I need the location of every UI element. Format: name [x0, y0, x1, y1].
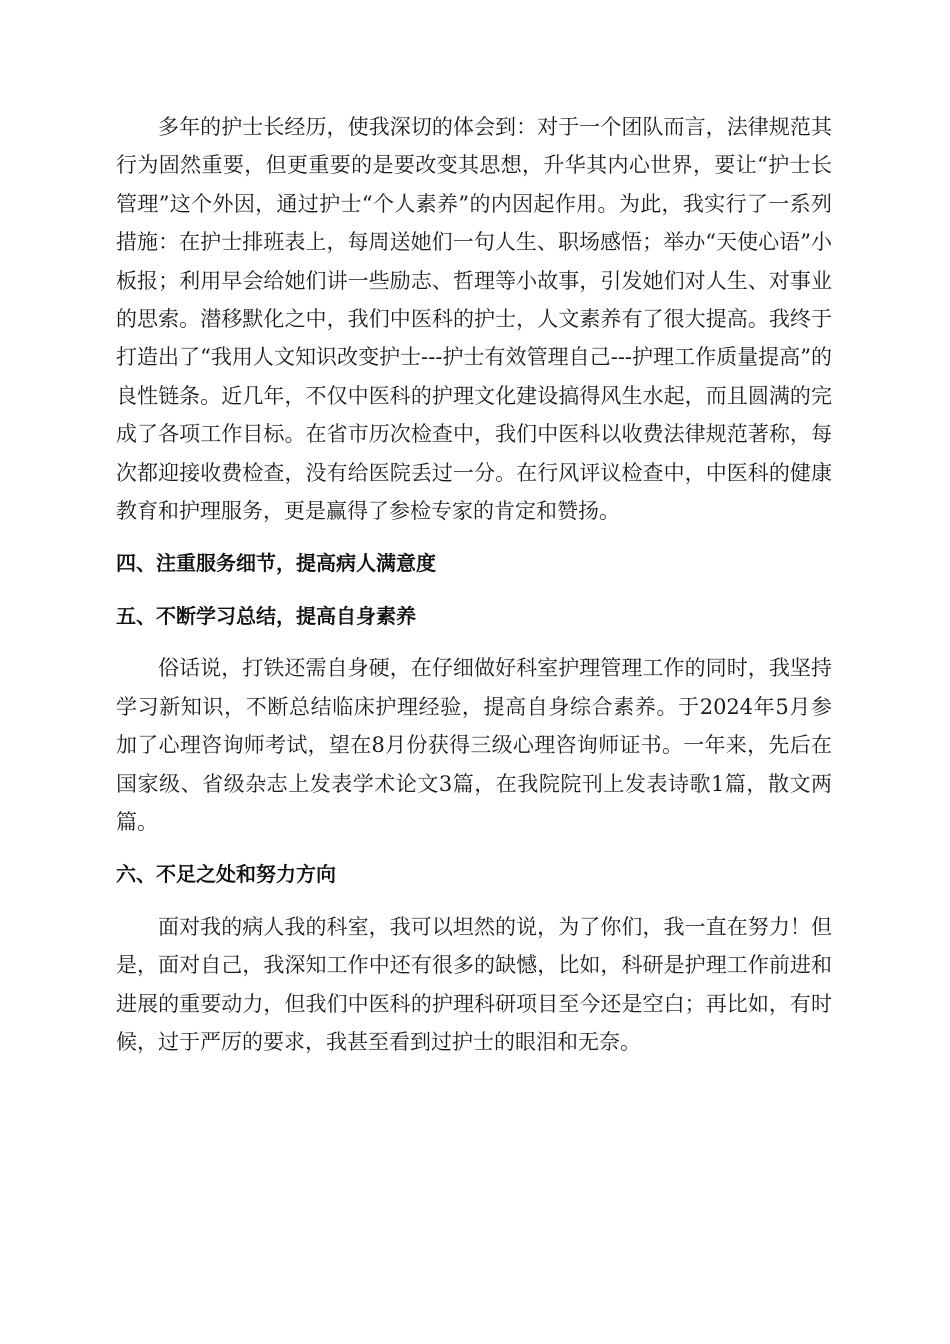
- section-heading-service-details: 四、注重服务细节，提高病人满意度: [116, 551, 436, 576]
- paragraph-self-improvement: 俗话说，打铁还需自身硬，在仔细做好科室护理管理工作的同时，我坚持学习新知识，不断总结临床护理经验，提高自身综合素养。于2024年5月参加了心理咨询师考试，望在8月份获得三级心理咨询师证书。一年来，先后在国家级、省级杂志上发表学术论文3篇，在我院院刊上发表诗歌1篇，散文两篇。: [116, 656, 832, 834]
- paragraph-team-culture: 多年的护士长经历，使我深切的体会到：对于一个团队而言，法律规范其行为固然重要，但更重要的是要改变其思想，升华其内心世界，要让“护士长管理”这个外因，通过护士“个人素养”的内因起作用。为此，我实行了一系列措施：在护士排班表上，每周送她们一句人生、职场感悟；举办“天使心语”小板报；利用早会给她们讲一些励志、哲理等小故事，引发她们对人生、对事业的思索。潜移默化之中，我们中医科的护士，人文素养有了很大提高。我终于打造出了“我用人文知识改变护士---护士有效管理自己---护理工作质量提高”的良性链条。近几年，不仅中医科的护理文化建设搞得风生水起，而且圆满的完成了各项工作目标。在省市历次检查中，我们中医科以收费法律规范著称，每次都迎接收费检查，没有给医院丢过一分。在行风评议检查中，中医科的健康教育和护理服务，更是赢得了参检专家的肯定和赞扬。: [116, 115, 832, 524]
- section-heading-continuous-learning: 五、不断学习总结，提高自身素养: [116, 603, 416, 628]
- document-body: [116, 108, 832, 1075]
- paragraph-shortcomings: 面对我的病人我的科室，我可以坦然的说，为了你们，我一直在努力！但是，面对自己，我深知工作中还有很多的缺憾，比如，科研是护理工作前进和进展的重要动力，但我们中医科的护理科研项目至今还是空白；再比如，有时候，过于严厉的要求，我甚至看到过护士的眼泪和无奈。: [116, 914, 832, 1054]
- section-heading-shortcomings: 六、不足之处和努力方向: [116, 862, 336, 887]
